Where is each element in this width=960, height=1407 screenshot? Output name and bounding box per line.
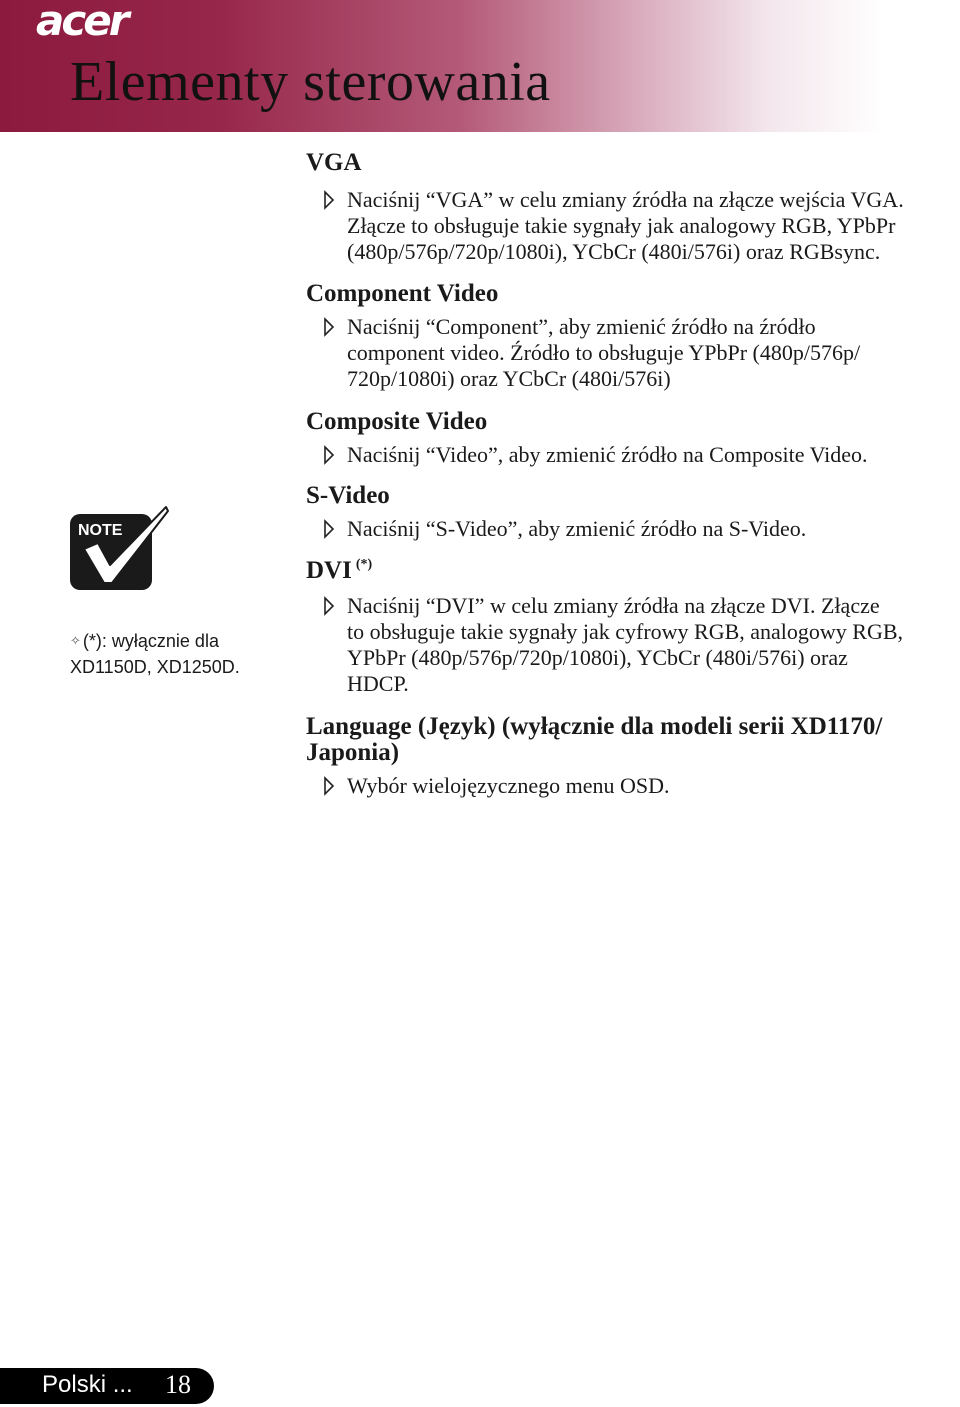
bullet-line: (480p/576p/720p/1080i), YCbCr (480i/576i) oraz RGBsync. [347,239,881,264]
bullet-line: 720p/1080i) oraz YCbCr (480i/576i) [347,366,671,391]
language-title-line1: Language (Język) (wyłącznie dla modeli serii XD1170/ [306,713,883,740]
bullet-vga [306,187,956,265]
section-language [306,714,956,799]
section-dvi [306,558,956,697]
dvi-title-text: DVI [306,557,352,584]
section-title-vga: VGA [306,149,362,176]
section-composite [306,409,956,468]
sidebar-note [70,505,290,680]
bullet-line: Złącze to obsługuje takie sygnały jak analogowy RGB, YPbPr [347,213,896,238]
bullet-line: Naciśnij “VGA” w celu zmiany źródła na złącze wejścia VGA. [347,187,904,212]
note-text-line1: (*): wyłącznie dla [82,631,219,651]
section-title-dvi [306,558,956,584]
section-title-language [306,714,956,766]
diamond-icon: ✧ [70,633,81,648]
section-svideo [306,483,956,542]
bullet-language [306,773,956,799]
triangle-right-icon [323,190,335,210]
bullet-component [306,314,956,392]
bullet-line: Wybór wielojęzycznego menu OSD. [347,773,670,798]
bullet-line: Naciśnij “DVI” w celu zmiany źródła na złącze DVI. Złącze [347,593,880,618]
bullet-dvi [306,593,956,697]
section-title-component: Component Video [306,280,499,307]
bullet-line: Naciśnij “Video”, aby zmienić źródło na Composite Video. [347,442,868,467]
page-footer [0,1368,214,1404]
bullet-line: HDCP. [347,671,409,696]
note-checkmark-icon [70,505,174,595]
page-title: Elementy sterowania [70,51,551,113]
dvi-footnote-marker: (*) [355,557,373,572]
section-component [306,281,956,392]
main-content [306,150,956,799]
triangle-right-icon [323,596,335,616]
triangle-right-icon [323,776,335,796]
page-number: 18 [165,1370,191,1399]
bullet-line: to obsługuje takie sygnały jak cyfrowy RGB, analogowy RGB, [347,619,904,644]
note-icon-label: NOTE [78,522,123,539]
bullet-composite [306,442,956,468]
section-vga [306,150,956,265]
bullet-line: YPbPr (480p/576p/720p/1080i), YCbCr (480i/576i) oraz [347,645,848,670]
section-title-svideo: S-Video [306,482,390,509]
note-text-line2: XD1150D, XD1250D. [70,657,240,677]
triangle-right-icon [323,519,335,539]
acer-logo: acer [36,0,127,45]
bullet-svideo [306,516,956,542]
triangle-right-icon [323,317,335,337]
triangle-right-icon [323,445,335,465]
bullet-line: Naciśnij “Component”, aby zmienić źródło na źródło [347,314,816,339]
section-title-composite: Composite Video [306,408,488,435]
language-title-line2: Japonia) [306,739,400,766]
bullet-line: component video. Źródło to obsługuje YPbPr (480p/576p/ [347,340,861,365]
footer-language: Polski ... [42,1371,133,1398]
page-header [0,0,960,132]
bullet-line: Naciśnij “S-Video”, aby zmienić źródło na S-Video. [347,516,807,541]
